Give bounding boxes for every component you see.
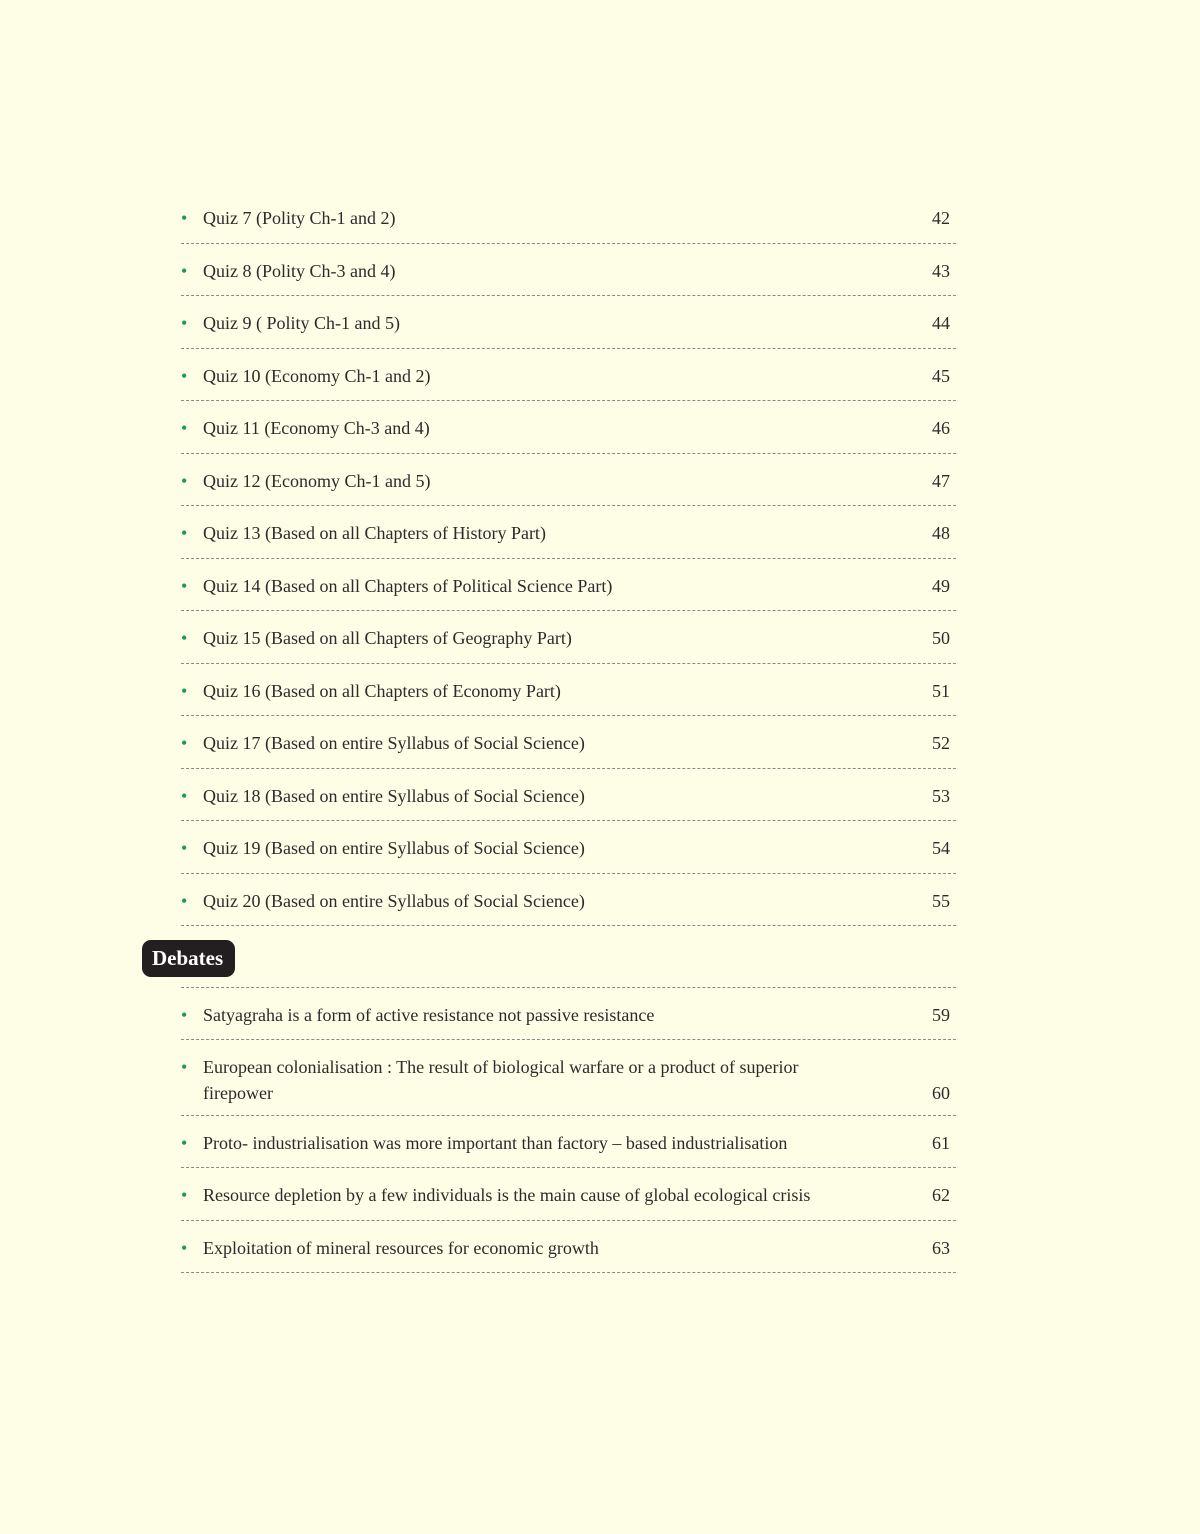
bullet-icon: • xyxy=(181,313,188,333)
entry-page-number: 60 xyxy=(932,1082,950,1103)
toc-entry[interactable] xyxy=(181,1168,956,1221)
entry-title: Quiz 8 (Polity Ch-3 and 4) xyxy=(203,260,396,281)
bullet-icon: • xyxy=(181,785,188,806)
entry-title: Quiz 13 (Based on all Chapters of History Part) xyxy=(203,523,546,543)
toc-entry[interactable] xyxy=(181,349,956,402)
toc-entry[interactable] xyxy=(181,1116,956,1169)
entry-page-number: 42 xyxy=(932,208,950,228)
entry-page-number: 43 xyxy=(932,260,950,281)
entry-page-number: 55 xyxy=(932,890,950,911)
bullet-icon: • xyxy=(181,1056,188,1077)
entry-page-number: 62 xyxy=(932,1185,950,1205)
entry-page-number: 45 xyxy=(932,365,950,386)
bullet-icon: • xyxy=(181,365,188,386)
entry-page-number: 52 xyxy=(932,733,950,753)
bullet-icon: • xyxy=(181,733,188,753)
bullet-icon: • xyxy=(181,1005,188,1025)
bullet-icon: • xyxy=(181,470,188,491)
bullet-icon: • xyxy=(181,260,188,281)
entry-title: Quiz 11 (Economy Ch-3 and 4) xyxy=(203,418,430,438)
entry-page-number: 46 xyxy=(932,418,950,438)
entry-page-number: 47 xyxy=(932,470,950,491)
toc-entry[interactable] xyxy=(181,1040,956,1116)
toc-entry[interactable] xyxy=(181,296,956,349)
entry-title: Quiz 12 (Economy Ch-1 and 5) xyxy=(203,470,431,491)
entry-title: Quiz 20 (Based on entire Syllabus of Social Science) xyxy=(203,890,585,911)
bullet-icon: • xyxy=(181,838,188,858)
toc-entry[interactable] xyxy=(181,1221,956,1274)
debate-list xyxy=(181,987,956,1273)
bullet-icon: • xyxy=(181,1237,188,1258)
toc-entry[interactable] xyxy=(181,716,956,769)
toc-entry[interactable] xyxy=(181,191,956,244)
entry-page-number: 61 xyxy=(932,1132,950,1153)
entry-title: Quiz 9 ( Polity Ch-1 and 5) xyxy=(203,313,400,333)
entry-page-number: 63 xyxy=(932,1237,950,1258)
entry-title: Satyagraha is a form of active resistance not passive resistance xyxy=(203,1005,655,1025)
entry-title: Exploitation of mineral resources for economic growth xyxy=(203,1237,599,1258)
bullet-icon: • xyxy=(181,890,188,911)
entry-page-number: 44 xyxy=(932,313,950,333)
entry-page-number: 51 xyxy=(932,680,950,701)
entry-title: Quiz 18 (Based on entire Syllabus of Social Science) xyxy=(203,785,585,806)
toc-entry[interactable] xyxy=(181,611,956,664)
toc-entry[interactable] xyxy=(181,769,956,822)
entry-page-number: 49 xyxy=(932,575,950,596)
bullet-icon: • xyxy=(181,628,188,648)
bullet-icon: • xyxy=(181,208,188,228)
entry-page-number: 53 xyxy=(932,785,950,806)
bullet-icon: • xyxy=(181,575,188,596)
entry-title: Quiz 7 (Polity Ch-1 and 2) xyxy=(203,208,396,228)
toc-entry[interactable] xyxy=(181,244,956,297)
bullet-icon: • xyxy=(181,680,188,701)
toc-entry[interactable] xyxy=(181,874,956,927)
debates-section-heading: Debates xyxy=(142,940,235,977)
entry-title: Quiz 17 (Based on entire Syllabus of Social Science) xyxy=(203,733,585,753)
entry-title: Resource depletion by a few individuals is the main cause of global ecological crisis xyxy=(203,1185,811,1205)
bullet-icon: • xyxy=(181,418,188,438)
toc-entry[interactable] xyxy=(181,454,956,507)
toc-entry[interactable] xyxy=(181,401,956,454)
quiz-list xyxy=(181,191,956,926)
bullet-icon: • xyxy=(181,1185,188,1205)
toc-entry[interactable] xyxy=(181,821,956,874)
toc-entry[interactable] xyxy=(181,559,956,612)
toc-entry[interactable] xyxy=(181,506,956,559)
entry-page-number: 54 xyxy=(932,838,950,858)
entry-title: Quiz 15 (Based on all Chapters of Geography Part) xyxy=(203,628,572,648)
entry-title: Quiz 14 (Based on all Chapters of Political Science Part) xyxy=(203,575,613,596)
entry-title: Quiz 19 (Based on entire Syllabus of Social Science) xyxy=(203,838,585,858)
bullet-icon: • xyxy=(181,523,188,543)
entry-page-number: 59 xyxy=(932,1005,950,1025)
toc-entry[interactable] xyxy=(181,664,956,717)
entry-title: Quiz 16 (Based on all Chapters of Economy Part) xyxy=(203,680,561,701)
entry-title: Proto- industrialisation was more important than factory – based industrialisation xyxy=(203,1132,788,1153)
entry-page-number: 48 xyxy=(932,523,950,543)
bullet-icon: • xyxy=(181,1132,188,1153)
toc-entry[interactable] xyxy=(181,987,956,1040)
entry-title: European colonialisation : The result of biological warfare or a product of superior firepower xyxy=(203,1056,799,1103)
entry-page-number: 50 xyxy=(932,628,950,648)
entry-title: Quiz 10 (Economy Ch-1 and 2) xyxy=(203,365,431,386)
